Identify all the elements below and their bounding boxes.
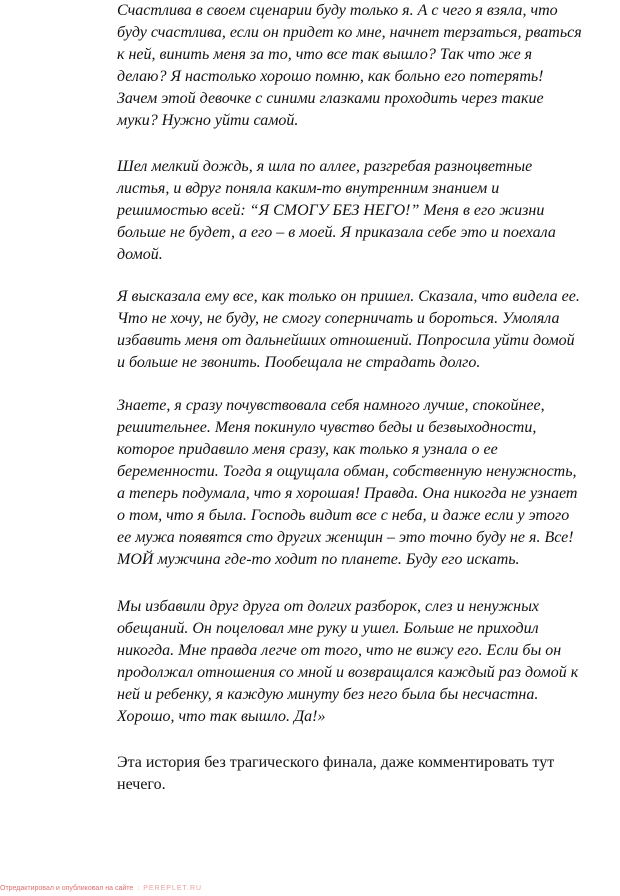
text-line: решимостью всей: “Я СМОГУ БЕЗ НЕГО!” Меня в его жизни xyxy=(117,202,545,219)
text-line: беременности. Тогда я ощущала обман, собственную ненужность, xyxy=(117,463,577,480)
text-line: никогда. Мне правда легче от того, что не вижу его. Если бы он xyxy=(117,642,562,659)
text-line: Я высказала ему все, как только он пришел. Сказала, что видела ее. xyxy=(117,288,580,305)
text-line: Что не хочу, не буду, не смогу соперничать и бороться. Умоляла xyxy=(117,310,560,327)
text-line: Мы избавили друг друга от долгих разборок, слез и ненужных xyxy=(117,598,540,615)
text-line: буду счастлива, если он придет ко мне, начнет терзаться, рваться xyxy=(117,24,582,41)
text-line: к ней, винить меня за то, что все так вышло? Так что же я xyxy=(117,46,533,63)
text-line: листья, и вдруг поняла каким-то внутренним знанием и xyxy=(117,180,500,197)
paragraph-1 xyxy=(117,0,617,132)
text-line: МОЙ мужчина где-то ходит по планете. Буду его искать. xyxy=(117,551,520,568)
text-line: Зачем этой девочке с синими глазками проходить через такие xyxy=(117,90,544,107)
paragraph-5 xyxy=(117,596,617,728)
text-line: Эта история без трагического финала, даже комментировать тут xyxy=(117,754,555,771)
footer-watermark xyxy=(0,884,202,894)
text-line: решительнее. Меня покинуло чувство беды и безвыходности, xyxy=(117,419,537,436)
text-line: которое придавило меня сразу, как только я узнала о ее xyxy=(117,441,498,458)
text-line: нечего. xyxy=(117,776,166,793)
paragraph-3 xyxy=(117,286,617,374)
text-line: продолжал отношения со мной и возвращался каждый раз домой к xyxy=(117,664,579,681)
footer-site-code: : PEREPLET.RU xyxy=(137,885,203,892)
text-line: Хорошо, что так вышло. Да!» xyxy=(117,708,326,725)
text-line: и больше не звонить. Пообещала не страдать долго. xyxy=(117,354,481,371)
text-line: муки? Нужно уйти самой. xyxy=(117,112,299,129)
text-line: делаю? Я настолько хорошо помню, как больно его потерять! xyxy=(117,68,544,85)
text-line: а теперь подумала, что я хорошая! Правда. Она никогда не узнает xyxy=(117,485,578,502)
text-line: Знаете, я сразу почувствовала себя намного лучше, спокойнее, xyxy=(117,397,545,414)
paragraph-6 xyxy=(117,752,617,796)
text-line: больше не будет, а его – в моей. Я приказала себе это и поехала xyxy=(117,224,556,241)
text-line: ней и ребенку, я каждую минуту без него была бы несчастна. xyxy=(117,686,539,703)
text-line: домой. xyxy=(117,246,163,263)
paragraph-4 xyxy=(117,395,617,571)
paragraph-2 xyxy=(117,156,617,266)
text-line: Счастлива в своем сценарии буду только я. А с чего я взяла, что xyxy=(117,2,558,19)
text-line: ее мужа появятся сто других женщин – это точно буду не я. Все! xyxy=(117,529,574,546)
text-line: Шел мелкий дождь, я шла по аллее, разгребая разноцветные xyxy=(117,158,533,175)
text-line: избавить меня от дальнейших отношений. Попросила уйти домой xyxy=(117,332,575,349)
text-line: о том, что я была. Господь видит все с неба, и даже если у этого xyxy=(117,507,570,524)
text-line: обещаний. Он поцеловал мне руку и ушел. Больше не приходил xyxy=(117,620,539,637)
footer-label: Отредактировал и опубликовал на сайте xyxy=(0,885,134,892)
